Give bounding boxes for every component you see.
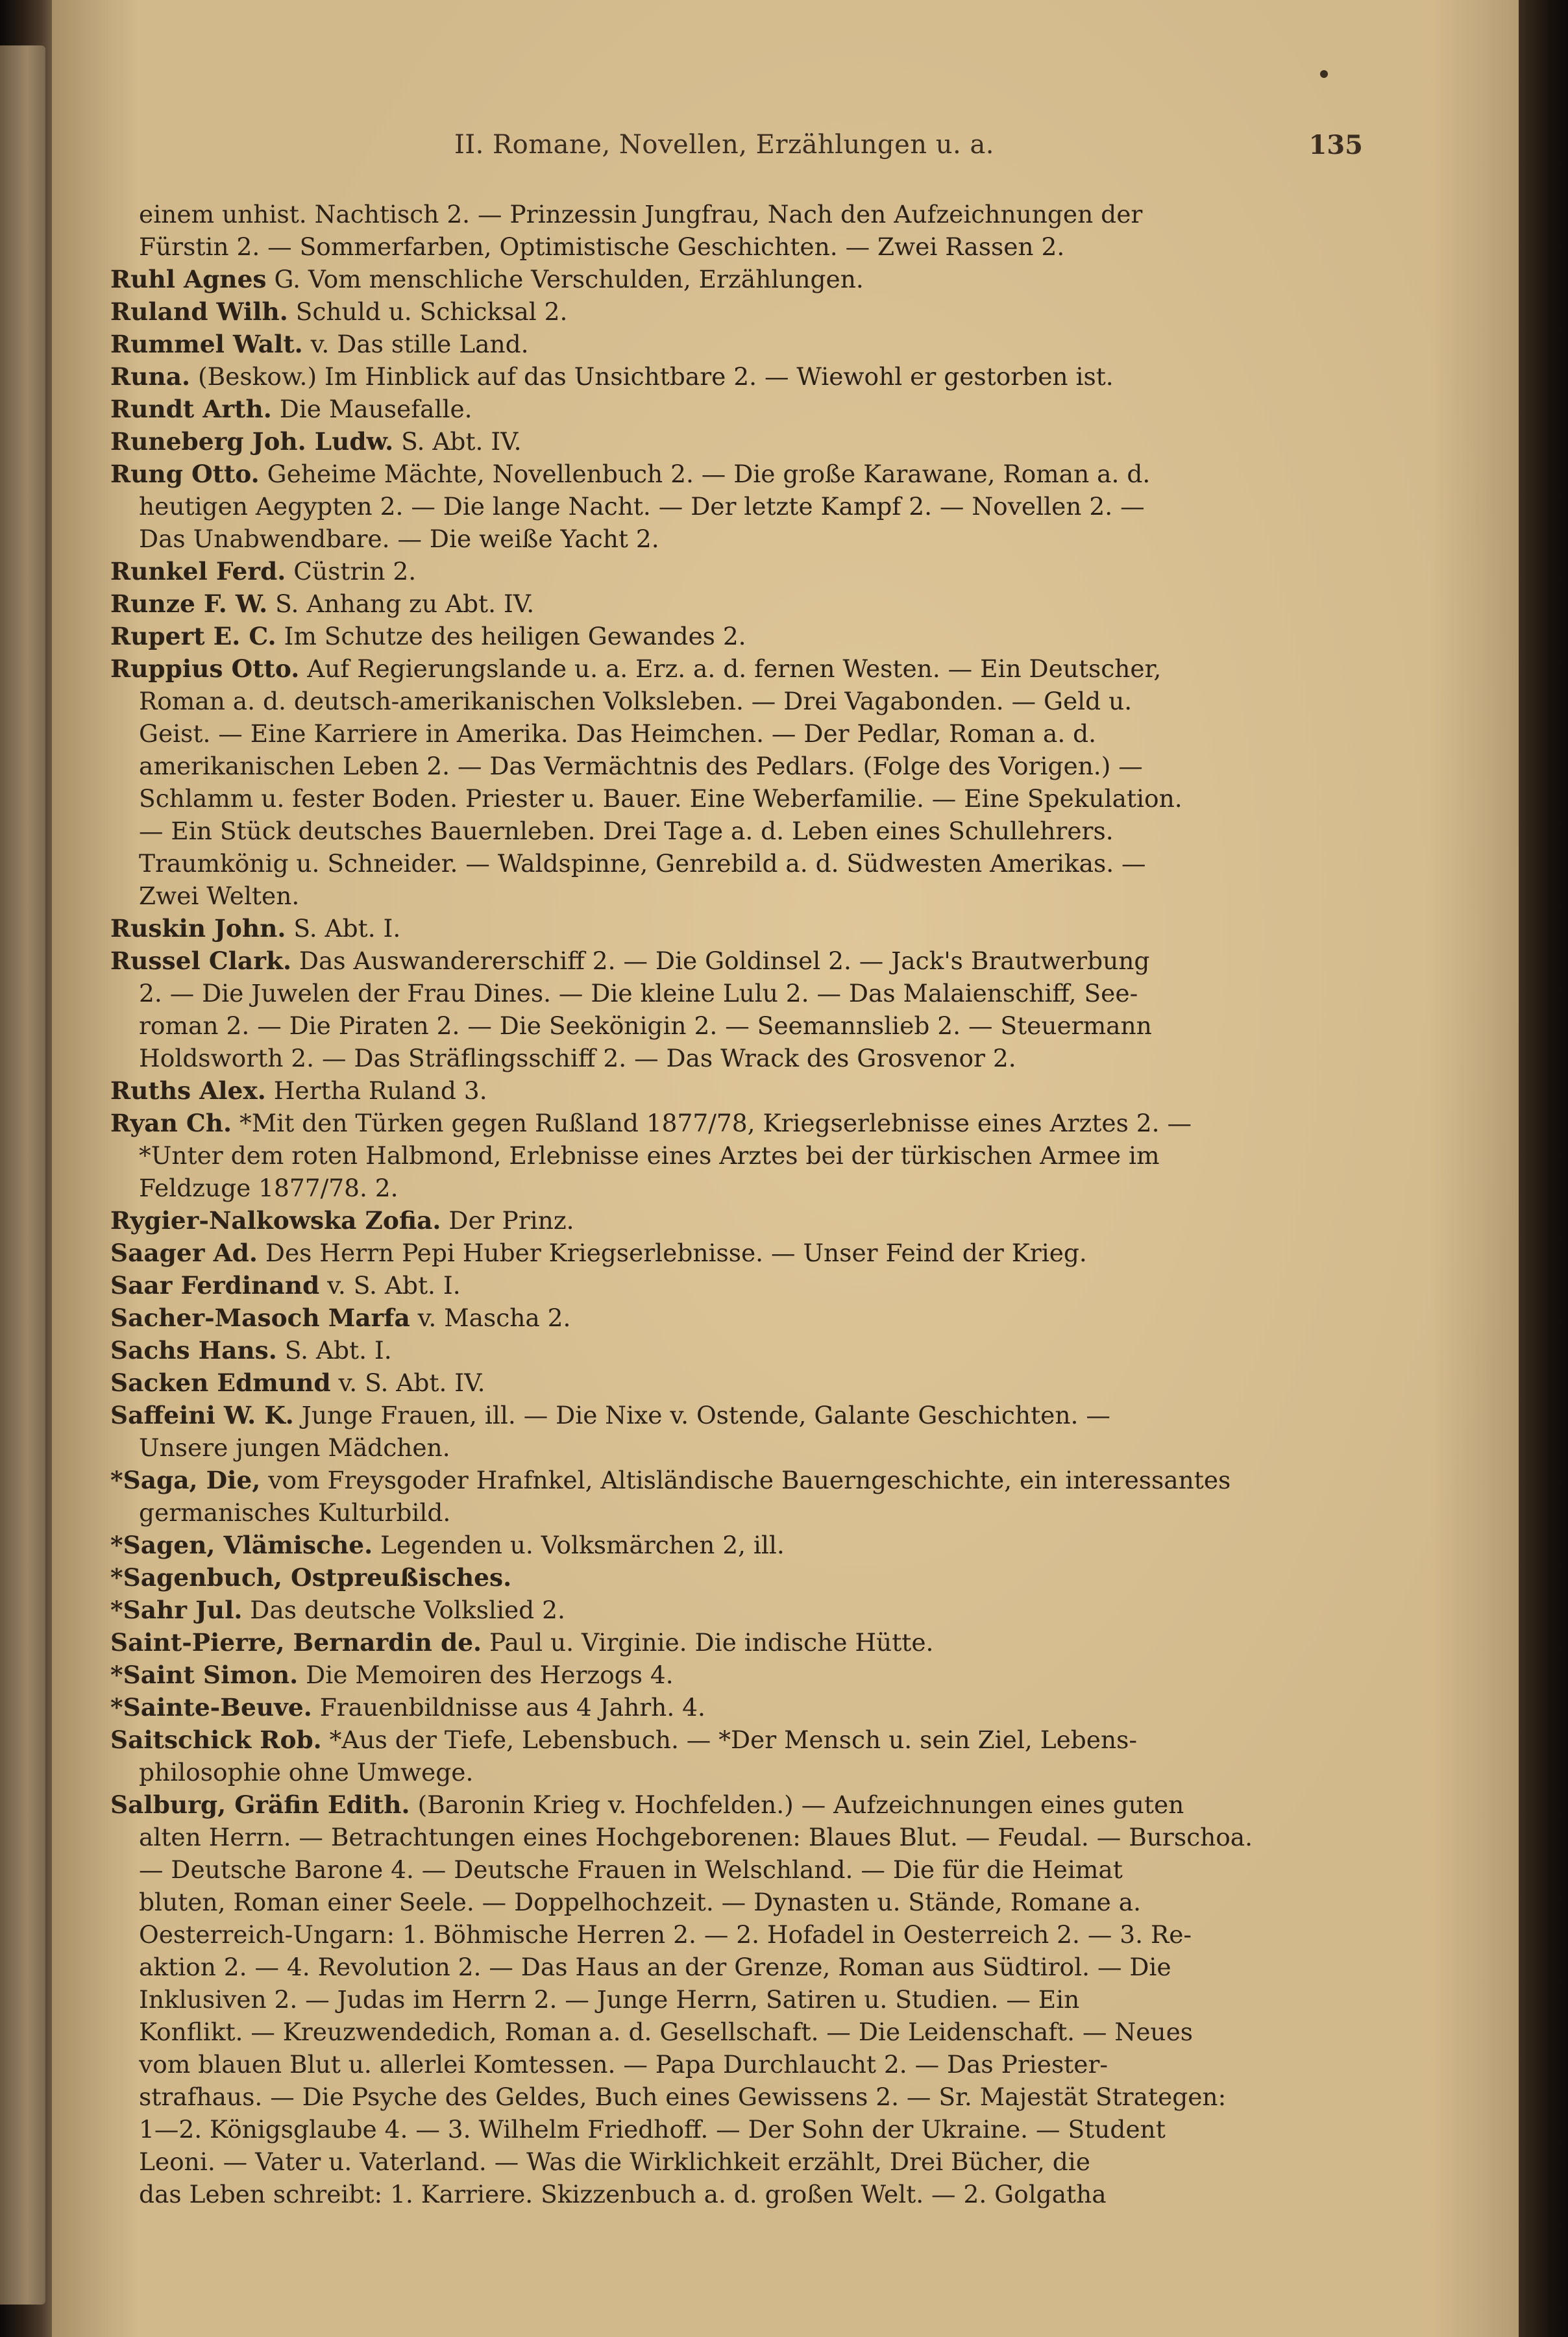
continuation-line	[110, 1951, 1376, 1983]
author-name: Runze F. W.	[110, 589, 268, 618]
author-name: Ruhl Agnes	[110, 265, 267, 293]
continuation-line	[110, 1821, 1376, 1853]
entry-text: Die Mausefalle.	[271, 395, 472, 423]
entry-line	[110, 1561, 1376, 1594]
author-name: Ruskin John.	[110, 914, 286, 943]
entry-text: Cüstrin 2.	[286, 557, 417, 586]
entry-text: roman 2. — Die Piraten 2. — Die Seekönigin 2. — Seemannslieb 2. — Steuermann	[139, 1011, 1152, 1040]
entry-text: Schuld u. Schicksal 2.	[288, 297, 568, 326]
continuation-line	[110, 2145, 1376, 2178]
entry-text: 2. — Die Juwelen der Frau Dines. — Die kleine Lulu 2. — Das Malaienschiff, See-	[139, 979, 1138, 1008]
continuation-line	[110, 2016, 1376, 2048]
index-listing	[110, 198, 1376, 2210]
entry-text: Fürstin 2. — Sommerfarben, Optimistische Geschichten. — Zwei Rassen 2.	[139, 232, 1065, 261]
entry-text: das Leben schreibt: 1. Karriere. Skizzenbuch a. d. großen Welt. — 2. Golgatha	[139, 2180, 1107, 2208]
author-name: Salburg, Gräfin Edith.	[110, 1790, 410, 1819]
entry-text: strafhaus. — Die Psyche des Geldes, Buch eines Gewissens 2. — Sr. Majestät Strategen:	[139, 2083, 1227, 2111]
entry-text: v. S. Abt. I.	[319, 1271, 461, 1300]
entry-text: heutigen Aegypten 2. — Die lange Nacht. — Der letzte Kampf 2. — Novellen 2. —	[139, 492, 1145, 521]
author-name: *Sagenbuch, Ostpreußisches.	[110, 1563, 512, 1592]
entry-text: Geheime Mächte, Novellenbuch 2. — Die große Karawane, Roman a. d.	[259, 460, 1151, 488]
entry-line	[110, 1237, 1376, 1269]
continuation-line	[110, 1042, 1376, 1074]
continuation-line	[110, 230, 1376, 263]
entry-text: einem unhist. Nachtisch 2. — Prinzessin Jungfrau, Nach den Aufzeichnungen der	[139, 200, 1143, 229]
running-header	[454, 130, 1363, 166]
entry-line	[110, 1788, 1376, 1821]
continuation-line	[110, 717, 1376, 750]
entry-text: Inklusiven 2. — Judas im Herrn 2. — Junge Herrn, Satiren u. Studien. — Ein	[139, 1985, 1080, 2014]
entry-text: S. Abt. IV.	[393, 427, 522, 456]
entry-text: vom blauen Blut u. allerlei Komtessen. — Papa Durchlaucht 2. — Das Priester-	[139, 2050, 1109, 2079]
author-name: *Sagen, Vlämische.	[110, 1531, 373, 1559]
author-name: Sacken Edmund	[110, 1368, 331, 1397]
entry-line	[110, 458, 1376, 490]
entry-text: v. S. Abt. IV.	[330, 1368, 485, 1397]
previous-page-edge	[0, 45, 45, 2305]
author-name: Saager Ad.	[110, 1239, 258, 1267]
entry-text: Oesterreich-Ungarn: 1. Böhmische Herren 2. — 2. Hofadel in Oesterreich 2. — 3. Re-	[139, 1920, 1192, 1949]
entry-text: S. Anhang zu Abt. IV.	[267, 589, 535, 618]
continuation-line	[110, 1431, 1376, 1464]
entry-text: Hertha Ruland 3.	[265, 1076, 487, 1105]
author-name: Runa.	[110, 362, 191, 391]
entry-text: Leoni. — Vater u. Vaterland. — Was die Wirklichkeit erzählt, Drei Bücher, die	[139, 2147, 1090, 2176]
entry-line	[110, 295, 1376, 328]
author-name: *Saint Simon.	[110, 1661, 299, 1689]
entry-text: vom Freysgoder Hrafnkel, Altisländische Bauerngeschichte, ein interessantes	[260, 1466, 1231, 1494]
entry-text: Junge Frauen, ill. — Die Nixe v. Ostende, Galante Geschichten. —	[293, 1401, 1110, 1429]
entry-line	[110, 360, 1376, 393]
entry-text: bluten, Roman einer Seele. — Doppelhochzeit. — Dynasten u. Stände, Romane a.	[139, 1888, 1142, 1916]
entry-line	[110, 587, 1376, 620]
author-name: Rung Otto.	[110, 460, 260, 488]
author-name: Rummel Walt.	[110, 330, 303, 358]
author-name: Rygier-Nalkowska Zofia.	[110, 1206, 441, 1235]
entry-line	[110, 555, 1376, 587]
entry-line	[110, 328, 1376, 360]
entry-line	[110, 1594, 1376, 1626]
entry-line	[110, 1691, 1376, 1724]
continuation-line	[110, 750, 1376, 782]
author-name: Sachs Hans.	[110, 1336, 277, 1365]
continuation-line	[110, 2178, 1376, 2210]
entry-line	[110, 1074, 1376, 1107]
continuation-line	[110, 1172, 1376, 1204]
entry-text: — Ein Stück deutsches Bauernleben. Drei Tage a. d. Leben eines Schullehrers.	[139, 817, 1114, 845]
entry-text: Legenden u. Volksmärchen 2, ill.	[373, 1531, 785, 1559]
entry-text: v. Das stille Land.	[302, 330, 529, 358]
entry-line	[110, 1269, 1376, 1302]
entry-line	[110, 945, 1376, 977]
entry-text: Feldzuge 1877/78. 2.	[139, 1174, 398, 1202]
section-title: II. Romane, Novellen, Erzählungen u. a.	[454, 130, 994, 160]
entry-text: *Aus der Tiefe, Lebensbuch. — *Der Mensch u. sein Ziel, Lebens-	[321, 1725, 1138, 1754]
author-name: Ruland Wilh.	[110, 297, 288, 326]
entry-line	[110, 1724, 1376, 1756]
continuation-line	[110, 1496, 1376, 1529]
entry-text: Geist. — Eine Karriere in Amerika. Das Heimchen. — Der Pedlar, Roman a. d.	[139, 719, 1097, 748]
entry-text: Des Herrn Pepi Huber Kriegserlebnisse. — Unser Feind der Krieg.	[257, 1239, 1087, 1267]
entry-text: Schlamm u. fester Boden. Priester u. Bauer. Eine Weberfamilie. — Eine Spekulation.	[139, 784, 1182, 813]
continuation-line	[110, 2048, 1376, 2081]
entry-text: v. Mascha 2.	[410, 1304, 571, 1332]
entry-line	[110, 263, 1376, 295]
entry-line	[110, 1529, 1376, 1561]
entry-text: Das Unabwendbare. — Die weiße Yacht 2.	[139, 525, 659, 553]
entry-text: Holdsworth 2. — Das Sträflingsschiff 2. — Das Wrack des Grosvenor 2.	[139, 1044, 1016, 1072]
entry-text: S. Abt. I.	[286, 914, 401, 943]
continuation-line	[110, 880, 1376, 912]
continuation-line	[110, 2113, 1376, 2145]
continuation-line	[110, 490, 1376, 523]
author-name: Ruppius Otto.	[110, 654, 300, 683]
author-name: Saar Ferdinand	[110, 1271, 320, 1300]
author-name: Russel Clark.	[110, 946, 291, 975]
continuation-line	[110, 1756, 1376, 1788]
entry-text: Auf Regierungslande u. a. Erz. a. d. fernen Westen. — Ein Deutscher,	[299, 654, 1162, 683]
entry-line	[110, 1366, 1376, 1399]
author-name: Saint-Pierre, Bernardin de.	[110, 1628, 482, 1657]
continuation-line	[110, 198, 1376, 230]
author-name: Rupert E. C.	[110, 622, 276, 650]
page-number: 135	[1308, 130, 1363, 160]
author-name: Ruths Alex.	[110, 1076, 266, 1105]
entry-text: Im Schutze des heiligen Gewandes 2.	[276, 622, 746, 650]
entry-text: philosophie ohne Umwege.	[139, 1758, 474, 1787]
entry-text: Das deutsche Volkslied 2.	[242, 1596, 565, 1624]
entry-text: Das Auswandererschiff 2. — Die Goldinsel 2. — Jack's Brautwerbung	[291, 946, 1150, 975]
entry-line	[110, 912, 1376, 945]
continuation-line	[110, 2081, 1376, 2113]
entry-text: Frauenbildnisse aus 4 Jahrh. 4.	[312, 1693, 705, 1722]
entry-text: Traumkönig u. Schneider. — Waldspinne, Genrebild a. d. Südwesten Amerikas. —	[139, 849, 1146, 878]
entry-text: *Unter dem roten Halbmond, Erlebnisse eines Arztes bei der türkischen Armee im	[139, 1141, 1160, 1170]
entry-text: germanisches Kulturbild.	[139, 1498, 451, 1527]
author-name: Runeberg Joh. Ludw.	[110, 427, 394, 456]
entry-text: aktion 2. — 4. Revolution 2. — Das Haus an der Grenze, Roman aus Südtirol. — Die	[139, 1953, 1171, 1981]
author-name: *Saga, Die,	[110, 1466, 261, 1494]
continuation-line	[110, 847, 1376, 880]
continuation-line	[110, 977, 1376, 1009]
entry-line	[110, 1464, 1376, 1496]
continuation-line	[110, 1983, 1376, 2016]
author-name: Ryan Ch.	[110, 1109, 232, 1137]
continuation-line	[110, 782, 1376, 815]
author-name: *Sahr Jul.	[110, 1596, 243, 1624]
entry-text: 1—2. Königsglaube 4. — 3. Wilhelm Friedhoff. — Der Sohn der Ukraine. — Student	[139, 2115, 1166, 2144]
entry-text: Zwei Welten.	[139, 882, 300, 910]
entry-text: Die Memoiren des Herzogs 4.	[298, 1661, 674, 1689]
entry-text: Der Prinz.	[441, 1206, 574, 1235]
entry-line	[110, 1399, 1376, 1431]
entry-text: (Beskow.) Im Hinblick auf das Unsichtbare 2. — Wiewohl er gestorben ist.	[190, 362, 1114, 391]
author-name: Sacher-Masoch Marfa	[110, 1304, 410, 1332]
continuation-line	[110, 523, 1376, 555]
entry-text: alten Herrn. — Betrachtungen eines Hochgeborenen: Blaues Blut. — Feudal. — Burschoa.	[139, 1823, 1253, 1851]
entry-text: — Deutsche Barone 4. — Deutsche Frauen in Welschland. — Die für die Heimat	[139, 1855, 1123, 1884]
continuation-line	[110, 1139, 1376, 1172]
page-edge-shadow	[1519, 0, 1568, 2337]
author-name: Saffeini W. K.	[110, 1401, 294, 1429]
entry-line	[110, 1302, 1376, 1334]
continuation-line	[110, 815, 1376, 847]
continuation-line	[110, 1009, 1376, 1042]
entry-line	[110, 393, 1376, 425]
entry-text: Paul u. Virginie. Die indische Hütte.	[482, 1628, 934, 1657]
entry-line	[110, 620, 1376, 652]
entry-line	[110, 425, 1376, 458]
entry-text: S. Abt. I.	[276, 1336, 392, 1365]
entry-line	[110, 1659, 1376, 1691]
entry-line	[110, 1334, 1376, 1366]
continuation-line	[110, 1886, 1376, 1918]
continuation-line	[110, 1918, 1376, 1951]
entry-text: amerikanischen Leben 2. — Das Vermächtnis des Pedlars. (Folge des Vorigen.) —	[139, 752, 1143, 780]
continuation-line	[110, 1853, 1376, 1886]
author-name: *Sainte-Beuve.	[110, 1693, 312, 1722]
entry-line	[110, 652, 1376, 685]
entry-text: Roman a. d. deutsch-amerikanischen Volksleben. — Drei Vagabonden. — Geld u.	[139, 687, 1133, 715]
entry-text: Unsere jungen Mädchen.	[139, 1433, 450, 1462]
entry-text: *Mit den Türken gegen Rußland 1877/78, Kriegserlebnisse eines Arztes 2. —	[232, 1109, 1192, 1137]
author-name: Saitschick Rob.	[110, 1725, 322, 1754]
entry-text: (Baronin Krieg v. Hochfelden.) — Aufzeichnungen eines guten	[410, 1790, 1184, 1819]
entry-text: Konflikt. — Kreuzwendedich, Roman a. d. Gesellschaft. — Die Leidenschaft. — Neues	[139, 2018, 1194, 2046]
entry-line	[110, 1626, 1376, 1659]
ink-speck	[1320, 70, 1328, 78]
entry-text: G. Vom menschliche Verschulden, Erzählungen.	[266, 265, 864, 293]
entry-line	[110, 1204, 1376, 1237]
author-name: Rundt Arth.	[110, 395, 272, 423]
entry-line	[110, 1107, 1376, 1139]
author-name: Runkel Ferd.	[110, 557, 286, 586]
continuation-line	[110, 685, 1376, 717]
